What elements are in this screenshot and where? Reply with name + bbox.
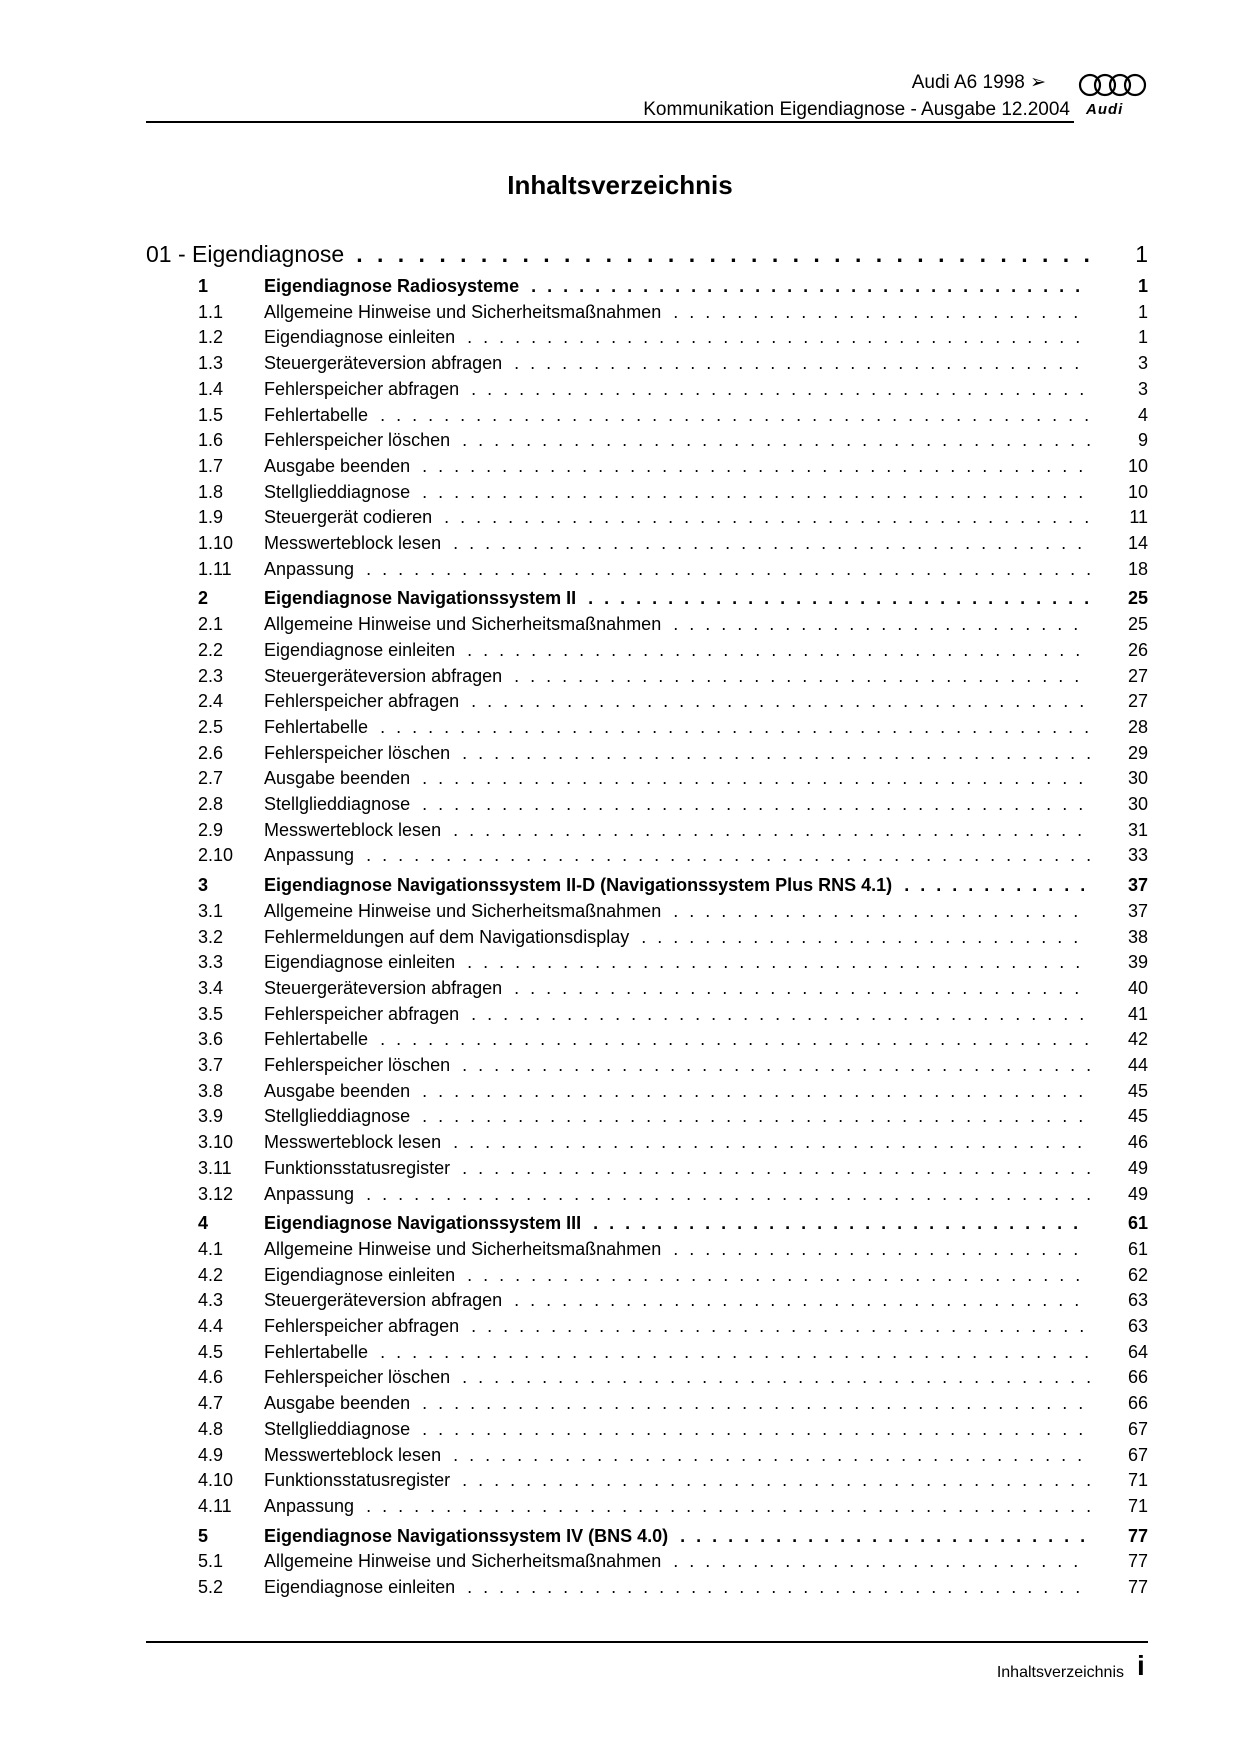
toc-entry-page: 44 bbox=[1127, 1055, 1148, 1075]
toc-subsection-row[interactable] bbox=[146, 326, 1148, 348]
toc-entry-title: Fehlertabelle bbox=[264, 716, 369, 737]
toc-subsection-row[interactable] bbox=[146, 455, 1148, 477]
toc-entry-title: Ausgabe beenden bbox=[264, 455, 411, 476]
toc-dot-leader bbox=[356, 240, 1090, 268]
toc-dot-leader bbox=[462, 1157, 1090, 1179]
toc-entry-title: Allgemeine Hinweise und Sicherheitsmaßnahmen bbox=[264, 301, 662, 322]
toc-subsection-row[interactable] bbox=[146, 844, 1148, 866]
toc-entry-number: 2.9 bbox=[198, 819, 224, 840]
toc-entry-title: Ausgabe beenden bbox=[264, 1393, 411, 1414]
toc-entry-page: 1 bbox=[1137, 301, 1148, 322]
toc-entry-page: 67 bbox=[1127, 1418, 1148, 1439]
toc-entry-title: Eigendiagnose Radiosysteme bbox=[264, 276, 520, 296]
toc-entry-number: 4 bbox=[198, 1213, 209, 1234]
toc-entry-page: 49 bbox=[1127, 1157, 1148, 1178]
toc-dot-leader bbox=[366, 558, 1090, 580]
toc-entry-number: 3.6 bbox=[198, 1029, 224, 1050]
toc-entry-title: Eigendiagnose Navigationssystem III bbox=[264, 1213, 582, 1234]
toc-entry-title: Fehlerspeicher abfragen bbox=[264, 378, 460, 399]
toc-entry-number: 3.1 bbox=[198, 900, 224, 921]
toc-entry-number: 1.8 bbox=[198, 481, 224, 502]
toc-dot-leader bbox=[422, 767, 1090, 789]
toc-entry-title: Eigendiagnose einleiten bbox=[264, 1264, 456, 1285]
toc-subsection-row[interactable] bbox=[146, 1495, 1148, 1517]
toc-entry-page: 63 bbox=[1127, 1316, 1148, 1336]
toc-subsection-row[interactable] bbox=[146, 819, 1148, 841]
toc-entry-number: 2.4 bbox=[198, 691, 224, 712]
toc-entry-number: 4.10 bbox=[198, 1470, 234, 1491]
toc-subsection-row[interactable] bbox=[146, 1366, 1148, 1388]
toc-entry-title: Fehlerspeicher löschen bbox=[264, 742, 451, 763]
toc-dot-leader bbox=[514, 665, 1090, 687]
toc-entry-title: Steuergerät codieren bbox=[264, 507, 433, 528]
toc-entry-title: Eigendiagnose einleiten bbox=[264, 327, 456, 348]
toc-entry-title: Eigendiagnose Navigationssystem IV (BNS 4.0) bbox=[264, 1525, 669, 1546]
toc-section-row[interactable] bbox=[146, 1525, 1148, 1547]
toc-entry-number: 3.5 bbox=[198, 1003, 224, 1024]
toc-entry-page: 45 bbox=[1127, 1106, 1148, 1127]
toc-entry-page: 30 bbox=[1127, 768, 1148, 789]
footer-rule bbox=[146, 1641, 1148, 1643]
toc-entry-title: Steuergeräteversion abfragen bbox=[264, 353, 503, 374]
toc-entry-number: 3.4 bbox=[198, 977, 224, 998]
toc-subsection-row[interactable] bbox=[146, 1469, 1148, 1491]
toc-entry-page: 31 bbox=[1127, 819, 1148, 840]
toc-chapter-row[interactable] bbox=[146, 240, 1148, 268]
toc-dot-leader bbox=[531, 275, 1090, 297]
toc-entry-number: 1.4 bbox=[198, 378, 224, 399]
toc-entry-page: 61 bbox=[1127, 1238, 1148, 1259]
toc-entry-title: Eigendiagnose einleiten bbox=[264, 639, 456, 660]
toc-entry-title: Allgemeine Hinweise und Sicherheitsmaßnahmen bbox=[264, 614, 662, 635]
toc-entry-page: 77 bbox=[1127, 1525, 1148, 1546]
toc-entry-title: Fehlerspeicher abfragen bbox=[264, 691, 460, 712]
toc-entry-number: 3.7 bbox=[198, 1055, 224, 1075]
toc-entry-number: 2.8 bbox=[198, 794, 224, 814]
toc-entry-page: 18 bbox=[1127, 558, 1148, 579]
toc-entry-page: 25 bbox=[1127, 588, 1148, 609]
toc-entry-page: 67 bbox=[1127, 1444, 1148, 1465]
toc-entry-number: 3.9 bbox=[198, 1106, 224, 1127]
toc-subsection-row[interactable] bbox=[146, 951, 1148, 973]
toc-subsection-row[interactable] bbox=[146, 977, 1148, 999]
toc-chapter-page: 1 bbox=[1135, 241, 1148, 267]
toc-dot-leader bbox=[673, 900, 1090, 922]
toc-dot-leader bbox=[673, 613, 1090, 635]
toc-entry-title: Stellglieddiagnose bbox=[264, 481, 411, 502]
toc-entry-title: Steuergeräteversion abfragen bbox=[264, 665, 503, 686]
toc-entry-page: 71 bbox=[1127, 1495, 1148, 1516]
toc-entry-number: 3.11 bbox=[198, 1157, 232, 1178]
toc-dot-leader bbox=[462, 1054, 1090, 1076]
toc-entry-number: 2 bbox=[198, 588, 209, 609]
toc-entry-title: Anpassung bbox=[264, 1183, 355, 1204]
toc-entry-number: 3.8 bbox=[198, 1080, 224, 1101]
toc-dot-leader bbox=[380, 1028, 1090, 1050]
toc-entry-number: 1.2 bbox=[198, 327, 224, 348]
toc-dot-leader bbox=[422, 455, 1090, 477]
toc-dot-leader bbox=[467, 951, 1090, 973]
toc-entry-number: 4.2 bbox=[198, 1264, 224, 1285]
toc-dot-leader bbox=[462, 1469, 1090, 1491]
toc-entry-page: 1 bbox=[1137, 327, 1148, 348]
toc-entry-number: 1.10 bbox=[198, 533, 234, 553]
footer-label: Inhaltsverzeichnis bbox=[996, 1664, 1124, 1681]
toc-entry-page: 49 bbox=[1127, 1183, 1148, 1204]
toc-dot-leader bbox=[588, 587, 1090, 609]
toc-entry-number: 3.3 bbox=[198, 952, 224, 973]
toc-entry-title: Messwerteblock lesen bbox=[264, 1132, 442, 1153]
toc-entry-title: Stellglieddiagnose bbox=[264, 1418, 411, 1439]
toc-subsection-row[interactable] bbox=[146, 1183, 1148, 1205]
toc-dot-leader bbox=[471, 690, 1090, 712]
toc-subsection-row[interactable] bbox=[146, 1392, 1148, 1414]
toc-entry-page: 14 bbox=[1127, 533, 1148, 553]
toc-section-row[interactable] bbox=[146, 587, 1148, 609]
toc-entry-page: 4 bbox=[1137, 404, 1148, 425]
toc-subsection-row[interactable] bbox=[146, 1238, 1148, 1260]
toc-entry-page: 25 bbox=[1127, 614, 1148, 635]
toc-section-row[interactable] bbox=[146, 874, 1148, 896]
toc-entry-page: 77 bbox=[1127, 1577, 1148, 1597]
toc-entry-page: 38 bbox=[1127, 926, 1148, 947]
toc-subsection-row[interactable] bbox=[146, 404, 1148, 426]
toc-entry-page: 3 bbox=[1137, 378, 1148, 399]
toc-subsection-row[interactable] bbox=[146, 767, 1148, 789]
toc-entry-title: Anpassung bbox=[264, 558, 355, 579]
toc-entry-title: Fehlerspeicher abfragen bbox=[264, 1003, 460, 1024]
toc-entry-title: Ausgabe beenden bbox=[264, 768, 411, 789]
toc-entry-number: 3.12 bbox=[198, 1183, 234, 1204]
toc-dot-leader bbox=[514, 352, 1090, 374]
toc-subsection-row[interactable] bbox=[146, 1264, 1148, 1286]
toc-entry-title: Stellglieddiagnose bbox=[264, 1106, 411, 1127]
toc-dot-leader bbox=[380, 404, 1090, 426]
toc-entry-page: 29 bbox=[1127, 742, 1148, 763]
toc-entry-page: 39 bbox=[1127, 952, 1148, 973]
toc-dot-leader bbox=[380, 1341, 1090, 1363]
toc-entry-number: 1.1 bbox=[198, 301, 224, 322]
toc-entry-number: 1.5 bbox=[198, 404, 224, 425]
toc-entry-number: 1.7 bbox=[198, 455, 224, 476]
toc-dot-leader bbox=[444, 506, 1090, 528]
toc-dot-leader bbox=[453, 1131, 1090, 1153]
toc-entry-page: 77 bbox=[1127, 1551, 1148, 1572]
toc-entry-title: Messwerteblock lesen bbox=[264, 533, 442, 553]
toc-entry-title: Eigendiagnose einleiten bbox=[264, 952, 456, 973]
toc-entry-number: 1 bbox=[198, 276, 209, 296]
toc-entry-number: 4.5 bbox=[198, 1341, 224, 1362]
toc-subsection-row[interactable] bbox=[146, 532, 1148, 554]
toc-entry-title: Messwerteblock lesen bbox=[264, 1444, 442, 1465]
toc-entry-title: Anpassung bbox=[264, 845, 355, 866]
toc-dot-leader bbox=[673, 301, 1090, 323]
toc-subsection-row[interactable] bbox=[146, 1315, 1148, 1337]
toc-dot-leader bbox=[453, 532, 1090, 554]
toc-dot-leader bbox=[453, 819, 1090, 841]
toc-dot-leader bbox=[514, 1289, 1090, 1311]
toc-entry-number: 4.1 bbox=[198, 1238, 224, 1259]
toc-entry-title: Anpassung bbox=[264, 1495, 355, 1516]
toc-subsection-row[interactable] bbox=[146, 716, 1148, 738]
toc-entry-number: 1.3 bbox=[198, 353, 224, 374]
page-title: Inhaltsverzeichnis bbox=[507, 170, 733, 200]
toc-entry-number: 3.2 bbox=[198, 926, 224, 947]
toc-entry-title: Eigendiagnose Navigationssystem II bbox=[264, 588, 577, 609]
toc-dot-leader bbox=[514, 977, 1090, 999]
toc-dot-leader bbox=[467, 1264, 1090, 1286]
toc-entry-title: Eigendiagnose einleiten bbox=[264, 1577, 456, 1597]
toc-entry-page: 30 bbox=[1127, 794, 1148, 814]
toc-entry-title: Fehlermeldungen auf dem Navigationsdisplay bbox=[264, 926, 630, 947]
toc-entry-page: 45 bbox=[1127, 1080, 1148, 1101]
toc-subsection-row[interactable] bbox=[146, 1028, 1148, 1050]
toc-subsection-row[interactable] bbox=[146, 1105, 1148, 1127]
footer-page-number: i bbox=[1137, 1650, 1145, 1681]
toc-entry-page: 66 bbox=[1127, 1393, 1148, 1414]
toc-subsection-row[interactable] bbox=[146, 301, 1148, 323]
header-subtitle: Kommunikation Eigendiagnose - Ausgabe 12.2004 bbox=[643, 99, 1070, 120]
toc-subsection-row[interactable] bbox=[146, 793, 1148, 815]
toc-entry-number: 4.3 bbox=[198, 1290, 224, 1311]
toc-entry-page: 27 bbox=[1127, 665, 1148, 686]
toc-dot-leader bbox=[467, 1576, 1090, 1598]
toc-entry-number: 4.7 bbox=[198, 1393, 224, 1414]
toc-entry-page: 27 bbox=[1127, 691, 1148, 712]
toc-dot-leader bbox=[422, 1392, 1090, 1414]
toc-entry-number: 3 bbox=[198, 875, 209, 896]
toc-entry-title: Fehlerspeicher löschen bbox=[264, 1367, 451, 1388]
toc-entry-title: Funktionsstatusregister bbox=[264, 1470, 451, 1491]
toc-entry-page: 40 bbox=[1127, 977, 1148, 998]
toc-entry-page: 28 bbox=[1127, 716, 1148, 737]
toc-entry-number: 5.1 bbox=[198, 1551, 224, 1572]
toc-entry-title: Ausgabe beenden bbox=[264, 1080, 411, 1101]
toc-subsection-row[interactable] bbox=[146, 1157, 1148, 1179]
toc-entry-title: Funktionsstatusregister bbox=[264, 1157, 451, 1178]
toc-chapter-title: 01 - Eigendiagnose bbox=[146, 241, 345, 267]
toc-dot-leader bbox=[366, 844, 1090, 866]
toc-entry-number: 1.9 bbox=[198, 507, 224, 528]
toc-subsection-row[interactable] bbox=[146, 378, 1148, 400]
toc-dot-leader bbox=[462, 429, 1090, 451]
toc-entry-title: Eigendiagnose Navigationssystem II-D (Navigationssystem Plus RNS 4.1) bbox=[264, 875, 893, 896]
toc-subsection-row[interactable] bbox=[146, 429, 1148, 451]
toc-entry-page: 3 bbox=[1137, 353, 1148, 374]
toc-dot-leader bbox=[673, 1238, 1090, 1260]
toc-entry-page: 42 bbox=[1127, 1029, 1148, 1050]
toc-entry-number: 4.8 bbox=[198, 1418, 224, 1439]
toc-subsection-row[interactable] bbox=[146, 690, 1148, 712]
toc-entry-title: Allgemeine Hinweise und Sicherheitsmaßnahmen bbox=[264, 900, 662, 921]
toc-dot-leader bbox=[422, 793, 1090, 815]
toc-subsection-row[interactable] bbox=[146, 481, 1148, 503]
toc-entry-page: 10 bbox=[1127, 455, 1148, 476]
toc-subsection-row[interactable] bbox=[146, 1444, 1148, 1466]
toc-subsection-row[interactable] bbox=[146, 352, 1148, 374]
toc-entry-page: 37 bbox=[1127, 900, 1148, 921]
toc-entry-number: 2.7 bbox=[198, 768, 224, 789]
toc-entry-number: 4.4 bbox=[198, 1316, 224, 1336]
toc-entry-title: Fehlerspeicher löschen bbox=[264, 1055, 451, 1075]
toc-subsection-row[interactable] bbox=[146, 506, 1148, 528]
toc-entry-number: 1.6 bbox=[198, 430, 224, 451]
toc-subsection-row[interactable] bbox=[146, 1080, 1148, 1102]
toc-dot-leader bbox=[453, 1444, 1090, 1466]
toc-dot-leader bbox=[673, 1550, 1090, 1572]
toc-entry-page: 62 bbox=[1127, 1264, 1148, 1285]
audi-logo-wordmark: Audi bbox=[1086, 101, 1124, 118]
toc-dot-leader bbox=[680, 1525, 1090, 1547]
toc-entry-title: Steuergeräteversion abfragen bbox=[264, 1290, 503, 1311]
toc-subsection-row[interactable] bbox=[146, 613, 1148, 635]
toc-subsection-row[interactable] bbox=[146, 1003, 1148, 1025]
toc-entry-page: 61 bbox=[1127, 1213, 1148, 1234]
toc-entry-number: 2.5 bbox=[198, 716, 224, 737]
toc-dot-leader bbox=[366, 1495, 1090, 1517]
toc-entry-page: 26 bbox=[1127, 639, 1148, 660]
toc-dot-leader bbox=[471, 1315, 1090, 1337]
toc-entry-number: 4.11 bbox=[198, 1495, 232, 1516]
toc-dot-leader bbox=[422, 1080, 1090, 1102]
toc-dot-leader bbox=[462, 1366, 1090, 1388]
toc-subsection-row[interactable] bbox=[146, 1289, 1148, 1311]
header-title: Audi A6 1998 ➢ bbox=[911, 72, 1046, 93]
toc-dot-leader bbox=[366, 1183, 1090, 1205]
toc-subsection-row[interactable] bbox=[146, 742, 1148, 764]
toc-entry-title: Fehlertabelle bbox=[264, 404, 369, 425]
toc-subsection-row[interactable] bbox=[146, 926, 1148, 948]
toc-dot-leader bbox=[593, 1212, 1090, 1234]
toc-section-row[interactable] bbox=[146, 1212, 1148, 1234]
toc-dot-leader bbox=[422, 1105, 1090, 1127]
toc-entry-page: 10 bbox=[1127, 481, 1148, 502]
toc-section-row[interactable] bbox=[146, 275, 1148, 297]
toc-entry-number: 5 bbox=[198, 1525, 209, 1546]
toc-dot-leader bbox=[471, 378, 1090, 400]
toc-dot-leader bbox=[422, 481, 1090, 503]
toc-dot-leader bbox=[641, 926, 1090, 948]
toc-entry-number: 2.6 bbox=[198, 742, 224, 763]
toc-entry-page: 41 bbox=[1127, 1003, 1148, 1024]
toc-entry-number: 2.3 bbox=[198, 665, 224, 686]
toc-entry-number: 2.1 bbox=[198, 614, 224, 635]
toc-entry-title: Fehlerspeicher löschen bbox=[264, 430, 451, 451]
toc-dot-leader bbox=[467, 326, 1090, 348]
toc-entry-page: 9 bbox=[1137, 430, 1148, 451]
toc-dot-leader bbox=[467, 639, 1090, 661]
toc-dot-leader bbox=[904, 874, 1090, 896]
toc-entry-number: 2.10 bbox=[198, 845, 234, 866]
toc-entry-page: 33 bbox=[1127, 845, 1148, 866]
toc-entry-number: 4.9 bbox=[198, 1444, 224, 1465]
toc-dot-leader bbox=[462, 742, 1090, 764]
toc-entry-title: Messwerteblock lesen bbox=[264, 819, 442, 840]
toc-subsection-row[interactable] bbox=[146, 665, 1148, 687]
toc-entry-page: 64 bbox=[1127, 1341, 1148, 1362]
toc-subsection-row[interactable] bbox=[146, 900, 1148, 922]
toc-entry-number: 3.10 bbox=[198, 1132, 234, 1153]
toc-entry-number: 4.6 bbox=[198, 1367, 224, 1388]
toc-entry-title: Stellglieddiagnose bbox=[264, 794, 411, 814]
toc-dot-leader bbox=[380, 716, 1090, 738]
toc-entry-title: Fehlertabelle bbox=[264, 1029, 369, 1050]
toc-subsection-row[interactable] bbox=[146, 1341, 1148, 1363]
toc-entry-page: 11 bbox=[1129, 507, 1148, 528]
toc-subsection-row[interactable] bbox=[146, 1131, 1148, 1153]
toc-entry-number: 1.11 bbox=[198, 558, 232, 579]
toc-entry-title: Allgemeine Hinweise und Sicherheitsmaßnahmen bbox=[264, 1238, 662, 1259]
toc-entry-page: 1 bbox=[1137, 276, 1148, 296]
toc-entry-title: Fehlerspeicher abfragen bbox=[264, 1316, 460, 1336]
toc-entry-title: Steuergeräteversion abfragen bbox=[264, 977, 503, 998]
toc-entry-number: 2.2 bbox=[198, 639, 224, 660]
toc-dot-leader bbox=[422, 1418, 1090, 1440]
toc-subsection-row[interactable] bbox=[146, 558, 1148, 580]
toc-entry-title: Fehlertabelle bbox=[264, 1341, 369, 1362]
toc-entry-page: 46 bbox=[1127, 1132, 1148, 1153]
toc-subsection-row[interactable] bbox=[146, 639, 1148, 661]
toc-subsection-row[interactable] bbox=[146, 1550, 1148, 1572]
toc-entry-page: 63 bbox=[1127, 1290, 1148, 1311]
toc-entry-number: 5.2 bbox=[198, 1577, 224, 1597]
toc-dot-leader bbox=[471, 1003, 1090, 1025]
toc-subsection-row[interactable] bbox=[146, 1576, 1148, 1598]
toc-entry-page: 37 bbox=[1127, 875, 1148, 896]
header-rule bbox=[146, 121, 1074, 123]
toc-entry-page: 71 bbox=[1127, 1470, 1148, 1491]
toc-entry-page: 66 bbox=[1127, 1367, 1148, 1388]
toc-subsection-row[interactable] bbox=[146, 1418, 1148, 1440]
toc-subsection-row[interactable] bbox=[146, 1054, 1148, 1076]
toc-entry-title: Allgemeine Hinweise und Sicherheitsmaßnahmen bbox=[264, 1551, 662, 1572]
